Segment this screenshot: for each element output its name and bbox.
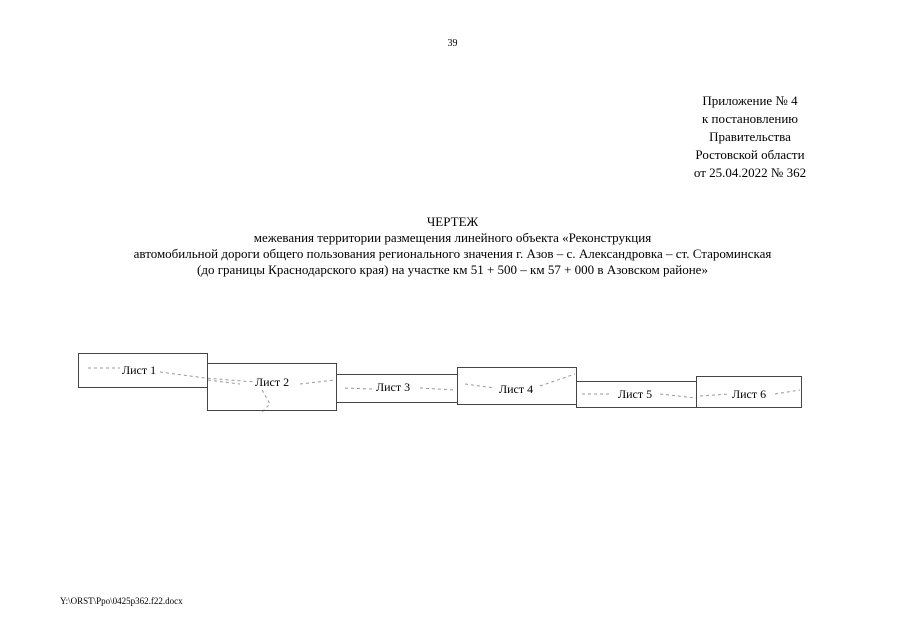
sheet-label: Лист 1 (122, 363, 157, 377)
sheet-frame-6[interactable] (696, 376, 802, 408)
sheet-frame-2[interactable] (207, 363, 337, 411)
appendix-line: Ростовской области (695, 147, 805, 162)
sheet-label: Лист 3 (376, 380, 411, 394)
appendix-line: Приложение № 4 (702, 93, 798, 108)
document-title (0, 214, 905, 278)
sheet-frame-3[interactable] (336, 374, 458, 403)
appendix-block (660, 92, 840, 182)
title-heading: ЧЕРТЕЖ (426, 214, 479, 229)
sheet-frame-5[interactable] (576, 381, 697, 408)
file-path-footer: Y:\ORST\Ppo\0425p362.f22.docx (60, 596, 183, 606)
sheet-label: Лист 2 (255, 375, 290, 389)
appendix-line: от 25.04.2022 № 362 (693, 165, 807, 180)
sheet-frame-1[interactable] (78, 353, 208, 388)
title-line: автомобильной дороги общего пользования регионального значения г. Азов – с. Александровка – ст. Староминская (133, 246, 772, 261)
sheet-frame-4[interactable] (457, 367, 577, 405)
title-line: межевания территории размещения линейного объекта «Реконструкция (253, 230, 652, 245)
page-number: 39 (447, 38, 458, 49)
appendix-line: к постановлению (701, 111, 799, 126)
title-line: (до границы Краснодарского края) на участке км 51 + 500 – км 57 + 000 в Азовском районе» (197, 262, 708, 277)
appendix-line: Правительства (709, 129, 791, 144)
sheet-label: Лист 6 (732, 387, 767, 401)
sheet-label: Лист 4 (499, 382, 534, 396)
sheet-label: Лист 5 (618, 387, 653, 401)
